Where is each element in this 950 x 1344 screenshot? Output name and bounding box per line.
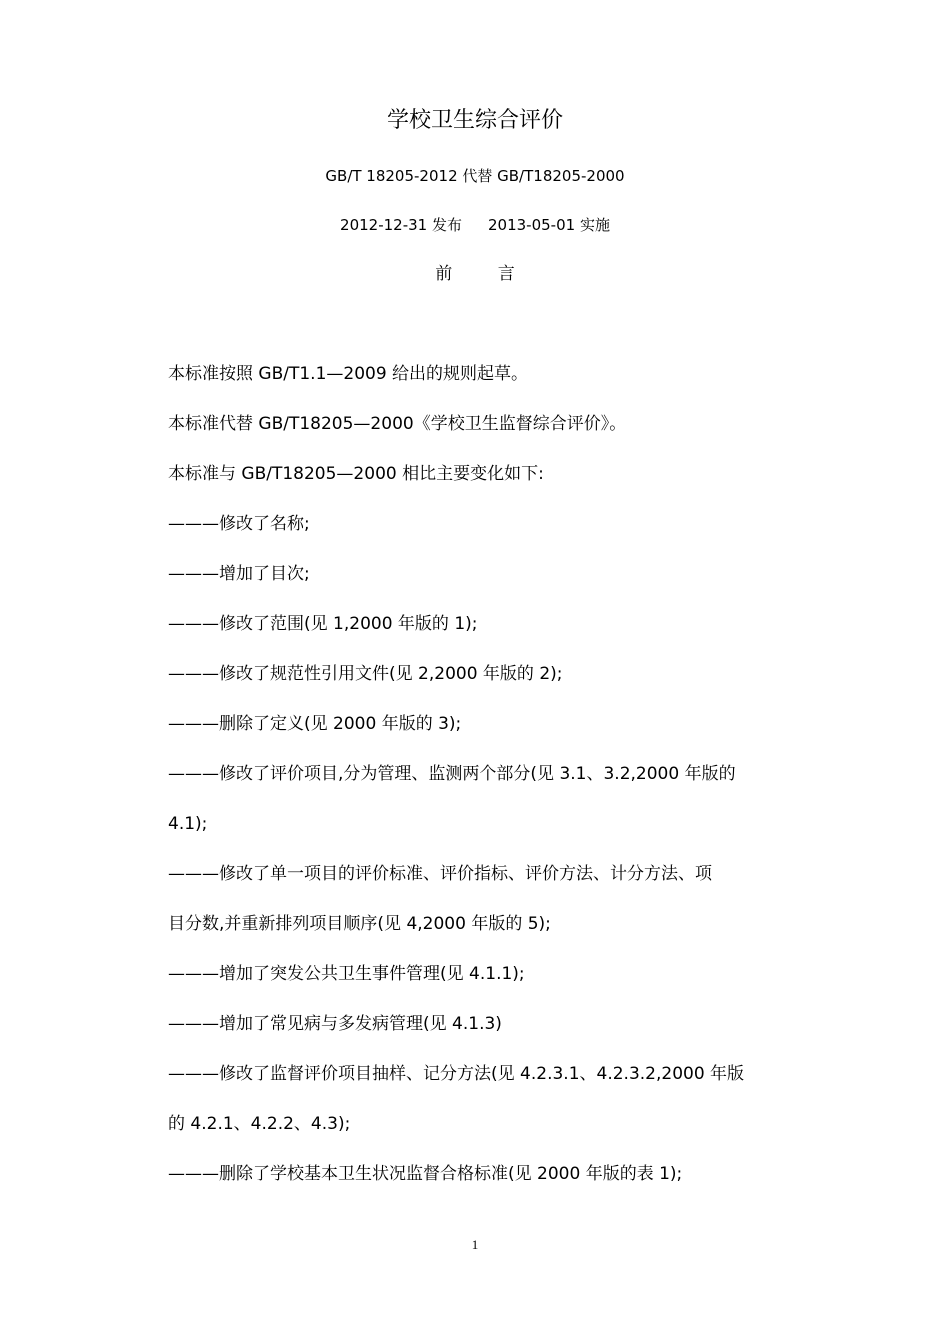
document-title: 学校卫生综合评价 xyxy=(386,108,563,133)
body-line: ———修改了规范性引用文件(见 2,2000 年版的 2); xyxy=(168,664,563,684)
foreword-heading: 前 言 xyxy=(435,264,535,284)
effective-date: 2013-05-01 实施 xyxy=(488,216,610,234)
body-line: ———修改了评价项目,分为管理、监测两个部分(见 3.1、3.2,2000 年版的 xyxy=(168,764,736,784)
body-line: 目分数,并重新排列项目顺序(见 4,2000 年版的 5); xyxy=(168,914,551,934)
body-line: ———增加了常见病与多发病管理(见 4.1.3) xyxy=(168,1014,502,1034)
release-date: 2012-12-31 发布 xyxy=(340,216,462,234)
body-line: 本标准与 GB/T18205—2000 相比主要变化如下: xyxy=(168,464,544,484)
body-line: 的 4.2.1、4.2.2、4.3); xyxy=(168,1114,351,1134)
body-line: ———修改了名称; xyxy=(168,514,310,534)
body-line: 本标准按照 GB/T1.1—2009 给出的规则起草。 xyxy=(168,364,529,384)
body-line: ———修改了范围(见 1,2000 年版的 1); xyxy=(168,614,478,634)
body-line: ———增加了突发公共卫生事件管理(见 4.1.1); xyxy=(168,964,525,984)
body-line: 本标准代替 GB/T18205—2000《学校卫生监督综合评价》。 xyxy=(168,414,627,434)
body-line: ———增加了目次; xyxy=(168,564,310,584)
body-line: ———修改了监督评价项目抽样、记分方法(见 4.2.3.1、4.2.3.2,2000 年版 xyxy=(168,1064,745,1084)
body-line: 4.1); xyxy=(168,814,208,834)
body-line: ———删除了定义(见 2000 年版的 3); xyxy=(168,714,462,734)
body-line: ———修改了单一项目的评价标准、评价指标、评价方法、计分方法、项 xyxy=(168,864,712,884)
page-number: 1 xyxy=(471,1237,479,1252)
standard-number-line: GB/T 18205-2012 代替 GB/T18205-2000 xyxy=(325,167,625,185)
body-line: ———删除了学校基本卫生状况监督合格标准(见 2000 年版的表 1); xyxy=(168,1164,683,1184)
date-line xyxy=(0,214,950,236)
